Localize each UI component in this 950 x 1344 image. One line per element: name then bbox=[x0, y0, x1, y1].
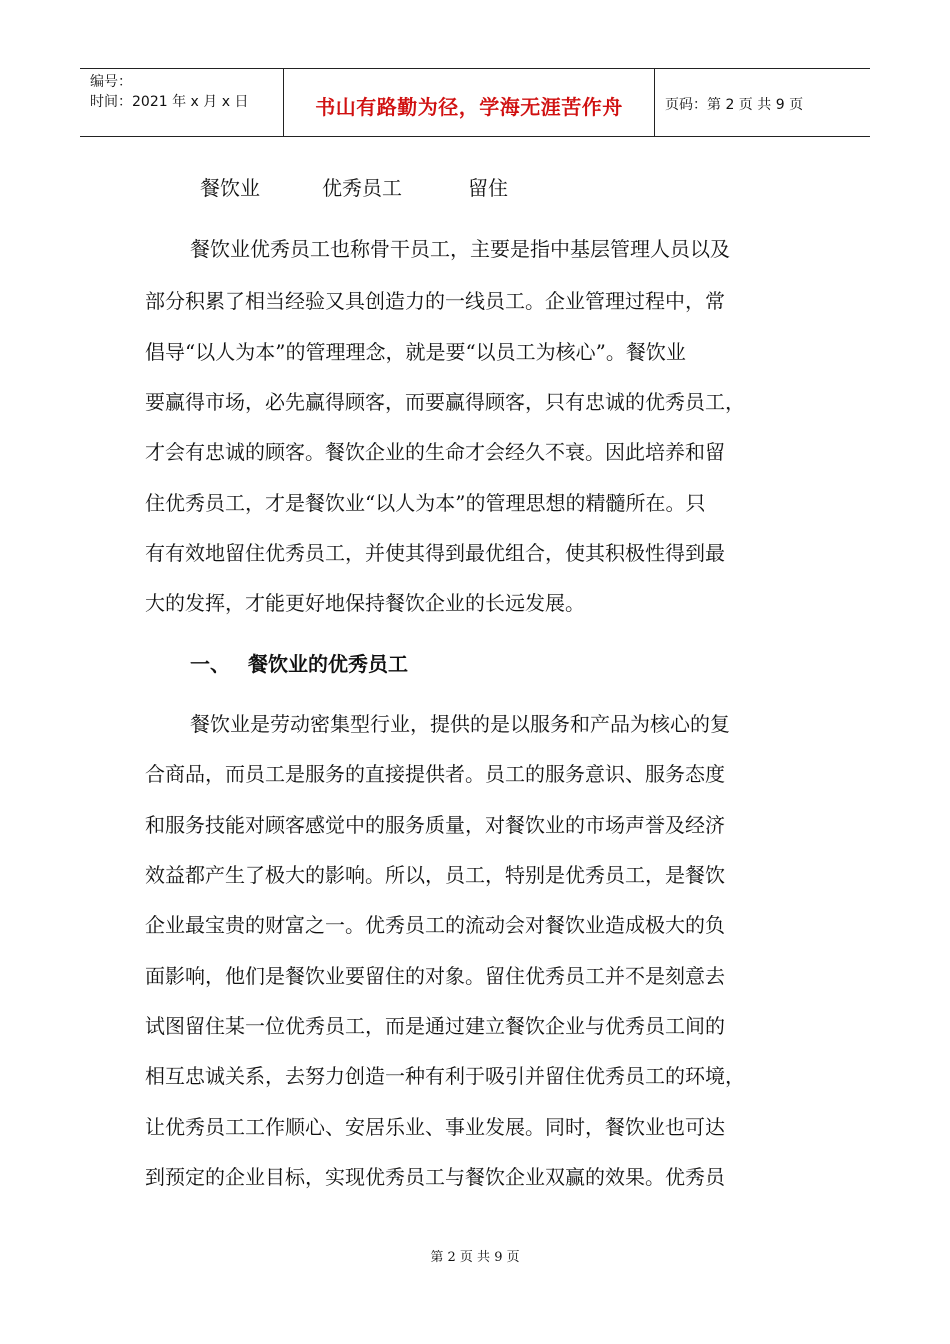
abstract-line: 倡导“以人为本”的管理理念，就是要“以员工为核心”。餐饮业 bbox=[145, 340, 686, 364]
section-number: 一、 bbox=[190, 652, 230, 676]
page-footer: 第 2 页 共 9 页 bbox=[430, 1250, 520, 1265]
motto-text: 书山有路勤为径，学海无涯苦作舟 bbox=[315, 95, 623, 119]
abstract-line: 要赢得市场，必先赢得顾客，而要赢得顾客，只有忠诚的优秀员工， bbox=[145, 390, 745, 414]
body-line: 企业最宝贵的财富之一。优秀员工的流动会对餐饮业造成极大的负 bbox=[145, 913, 725, 937]
header-info-cell bbox=[80, 69, 284, 136]
body-line: 让优秀员工工作顺心、安居乐业、事业发展。同时，餐饮业也可达 bbox=[145, 1115, 725, 1139]
keyword: 餐饮业 bbox=[200, 176, 260, 200]
keyword: 优秀员工 bbox=[322, 176, 402, 200]
header-page-label: 页码：第 2 页 共 9 页 bbox=[665, 97, 804, 113]
abstract-line: 才会有忠诚的顾客。餐饮企业的生命才会经久不衰。因此培养和留 bbox=[145, 440, 725, 464]
body-line: 效益都产生了极大的影响。所以，员工，特别是优秀员工，是餐饮 bbox=[145, 863, 725, 887]
date-label: 时间：2021 年 x 月 x 日 bbox=[90, 94, 249, 110]
header-motto-cell bbox=[284, 69, 655, 136]
abstract-line: 部分积累了相当经验又具创造力的一线员工。企业管理过程中，常 bbox=[145, 289, 725, 313]
number-label: 编号： bbox=[90, 74, 132, 90]
body-line: 面影响，他们是餐饮业要留住的对象。留住优秀员工并不是刻意去 bbox=[145, 964, 725, 988]
abstract-line: 有有效地留住优秀员工，并使其得到最优组合，使其积极性得到最 bbox=[145, 541, 725, 565]
keyword: 留住 bbox=[468, 176, 508, 200]
body-line: 合商品，而员工是服务的直接提供者。员工的服务意识、服务态度 bbox=[145, 762, 725, 786]
page-header bbox=[80, 68, 870, 137]
header-page-cell bbox=[655, 69, 870, 136]
body-line: 试图留住某一位优秀员工，而是通过建立餐饮企业与优秀员工间的 bbox=[145, 1014, 725, 1038]
abstract-line: 餐饮业优秀员工也称骨干员工，主要是指中基层管理人员以及 bbox=[190, 237, 730, 261]
section-title: 餐饮业的优秀员工 bbox=[248, 652, 408, 676]
body-line: 相互忠诚关系，去努力创造一种有利于吸引并留住优秀员工的环境， bbox=[145, 1064, 745, 1088]
abstract-line: 大的发挥，才能更好地保持餐饮企业的长远发展。 bbox=[145, 591, 585, 615]
body-line: 和服务技能对顾客感觉中的服务质量，对餐饮业的市场声誉及经济 bbox=[145, 813, 725, 837]
body-line: 餐饮业是劳动密集型行业，提供的是以服务和产品为核心的复 bbox=[190, 712, 730, 736]
body-line: 到预定的企业目标，实现优秀员工与餐饮企业双赢的效果。优秀员 bbox=[145, 1165, 725, 1189]
abstract-line: 住优秀员工，才是餐饮业“以人为本”的管理思想的精髓所在。只 bbox=[145, 491, 706, 515]
